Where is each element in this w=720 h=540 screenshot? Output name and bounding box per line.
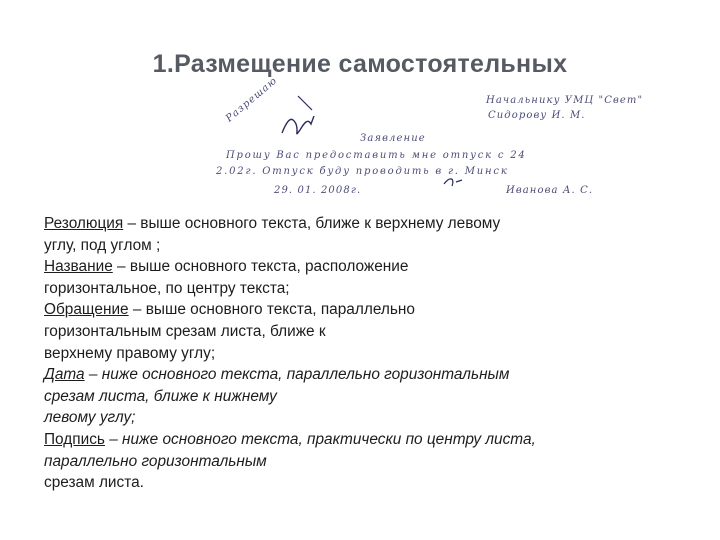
rule-text: углу, под углом ; <box>44 236 161 254</box>
rules-line <box>44 278 684 300</box>
term-address: Обращение <box>44 301 129 319</box>
rules-line <box>44 364 684 386</box>
rule-text: срезам листа. <box>44 474 144 492</box>
rule-text: параллельно горизонтальным <box>44 452 267 470</box>
term-resolution: Резолюция <box>44 215 124 232</box>
signature-name: Иванова А. С. <box>506 185 594 196</box>
rule-text: верхнему правому углу; <box>44 344 216 362</box>
rules-line <box>44 472 684 494</box>
rules-line <box>44 386 684 408</box>
rules-line <box>44 321 684 343</box>
rules-line <box>44 299 684 321</box>
rule-text: – ниже основного текста, параллельно горизонтальным <box>84 366 510 384</box>
rule-text: горизонтальным срезам листа, ближе к <box>44 322 326 340</box>
signature-scribble <box>444 179 462 186</box>
rules-line <box>44 256 684 278</box>
addressee-line-1: Начальнику УМЦ "Свет" <box>486 95 644 106</box>
slide-title: 1.Размещение самостоятельных <box>152 50 568 78</box>
rules-line <box>44 235 684 257</box>
rules-line <box>44 429 684 451</box>
rule-text: – выше основного текста, ближе к верхнему левому <box>123 215 501 232</box>
rules-line <box>44 451 684 473</box>
rule-text: – ниже основного текста, практически по центру листа, <box>104 430 536 448</box>
rule-text: – выше основного текста, расположение <box>112 258 409 276</box>
resolution-signature <box>282 116 314 134</box>
document-date: 29. 01. 2008г. <box>274 185 362 196</box>
handwritten-application-image <box>200 75 644 206</box>
addressee-line-2: Сидорову И. М. <box>488 110 586 121</box>
term-title: Название <box>44 258 113 276</box>
rule-text: срезам листа, ближе к нижнему <box>44 387 277 405</box>
term-date: Дата <box>44 366 85 384</box>
rules-line <box>44 407 684 429</box>
rule-text: горизонтальное, по центру текста; <box>44 279 290 297</box>
rules-line <box>44 343 684 365</box>
rules-text <box>44 213 684 494</box>
resolution-signature-flourish <box>298 96 312 110</box>
rule-text: левому углу; <box>44 409 136 427</box>
resolution-text: Разрешаю <box>224 75 280 125</box>
document-title: Заявление <box>360 133 426 144</box>
rules-line <box>44 213 684 235</box>
rule-text: – выше основного текста, параллельно <box>128 301 415 319</box>
body-text-line-2: 2.02г. Отпуск буду проводить в г. Минск <box>216 166 509 177</box>
body-text-line-1: Прошу Вас предоставить мне отпуск с 24 <box>226 150 527 161</box>
term-signature: Подпись <box>44 430 105 448</box>
